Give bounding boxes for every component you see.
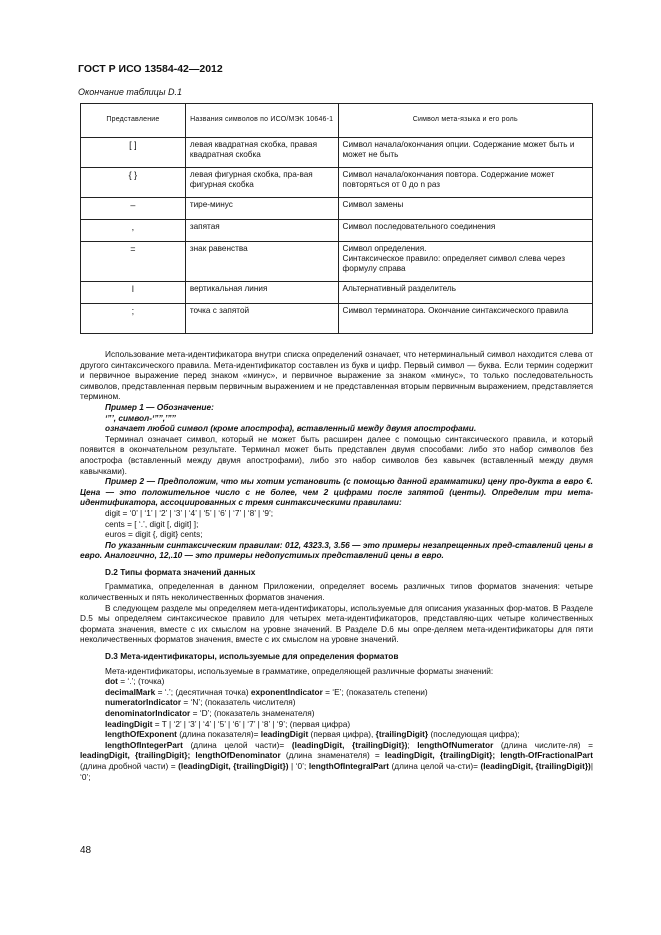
example-2-conclusion: По указанным синтаксическим правилам: 012, 4323.3, 3.56 — это примеры незапрещенных пред-ставлений цены в евро. Аналогично, 12,.10 — это примеры недопустимых представлений цены в евро. [80, 539, 593, 561]
def-dot: dot = ‘.’; (точка) [105, 676, 165, 687]
table-caption: Окончание таблицы D.1 [78, 87, 182, 97]
def-numerator-indicator: numeratorIndicator = ‘N’; (показатель числителя) [105, 697, 296, 708]
rule-cents: cents = [ ‘.’, digit [, digit] ]; [105, 518, 199, 529]
table-row: , запятая Символ последовательного соединения [81, 220, 593, 242]
col-header-representation: Представление [81, 104, 186, 138]
def-length-parts: lengthOfIntegerPart (длина целой части)= (leadingDigit, {trailingDigit}); lengthOfNumerator (длина числите-ля) = leadingDigit, {trailingDigit}; lengthOfDenominator (длина знаменателя) = leadingDigit, {trailingDigit}; length-OfFractionalPart (длина дробной части) = (leadingDigit, {trailingDigit}) | ‘0’; lengthOfIntegralPart (длина целой ча-сти)= (leadingDigit, {trailingDigit})| ‘0’; [80, 739, 593, 782]
table-row: ; точка с запятой Символ терминатора. Окончание синтаксического правила [81, 304, 593, 334]
page-number: 48 [80, 845, 92, 856]
example-1-title: Пример 1 — Обозначение: [105, 401, 214, 412]
col-header-metalanguage-role: Символ мета-языка и его роль [338, 104, 592, 138]
rule-digit: digit = ‘0’ | ‘1’ | ‘2’ | ‘3’ | ‘4’ | ‘5’ | ‘6’ | ‘7’ | ‘8’ | ‘9’; [105, 507, 274, 518]
rule-euros: euros = digit {, digit} cents; [105, 529, 203, 540]
table-row: – тире-минус Символ замены [81, 198, 593, 220]
example-2: Пример 2 — Предположим, что мы хотим установить (с помощью данной грамматики) цену про-дукта в евро €. Цена — это положительное число с не более, чем 2 цифрами после запятой (центы). Определим три мета-идентификатора, ассоциированных с тремя синтаксическими правилами: [80, 476, 593, 508]
paragraph-terminal: Терминал означает символ, который не может быть расширен далее с помощью синтаксического правила, и который появится в окончательном результате. Терминал может быть представлен двумя способами: либо это набор символов без апострофа (вставленный между двумя апострофами), либо это набор символов без кавычек (вставленный между двумя кавычками). [80, 433, 593, 476]
paragraph-meta-identifier: Использование мета-идентификатора внутри списка определений означает, что нетерминальный символ находится слева от другого синтаксического правила. Мета-идентификатор составлен из букв и цифр. Первый символ — буква. Если термин содержит и первичное выражение перед знаком «минус», и первичное выражение за знаком «минус», то только последовательность символов, представленная первым первичным выражением и не представленная вторым первичным выражением, представляется термином. [80, 349, 593, 402]
paragraph-d2-1: Грамматика, определенная в данном Приложении, определяет восемь различных типов форматов значения: четыре количественных и пять неколичественных форматов значения. [80, 581, 593, 603]
table-row: { } левая фигурная скобка, пра-вая фигурная скобка Символ начала/окончания повтора. Содержание может повторяться от 0 до n раз [81, 168, 593, 198]
paragraph-d2-2: В следующем разделе мы определяем мета-идентификаторы, используемые для описания указанных фор-матов. В Разделе D.5 мы определяем синтаксическое правило для четырех мета-идентификаторов, представляю-щих четыре количественных формата значения, вместе с их смыслом на уровне значений. В Разделе D.6 мы опре-деляем мета-идентификаторы для пяти неколичественных форматов значения, вместе с их смыслом на уровне значений. [80, 602, 593, 645]
example-1-desc: означает любой символ (кроме апострофа), вставленный между двумя апострофами. [105, 423, 477, 434]
table-row: l вертикальная линия Альтернативный разделитель [81, 282, 593, 304]
example-1-line: ‘”’, символ-‘”’’,’”’’ [105, 412, 176, 423]
col-header-symbol-names: Названия символов по ИСО/МЭК 10646-1 [185, 104, 338, 138]
body-text [80, 349, 593, 782]
def-denominator-indicator: denominatorIndicator = ‘D’; (показатель знаменателя) [105, 708, 315, 718]
def-leading-digit: leadingDigit = T | ‘2’ | ‘3’ | ‘4’ | ‘5’ | ‘6’ | ‘7’ | ‘8’ | ‘9’; (первая цифра) [105, 718, 351, 729]
symbols-table [80, 103, 593, 334]
def-length-of-exponent: lengthOfExponent (длина показателя)= leadingDigit (первая цифра), {trailingDigit} (последующая цифра); [105, 729, 520, 740]
table-row: = знак равенства Символ определения. Синтаксическое правило: определяет символ слева через формулу справа [81, 242, 593, 282]
document-header: ГОСТ Р ИСО 13584-42—2012 [78, 63, 223, 75]
def-decimal-mark: decimalMark = ‘.’; (десятичная точка) exponentIndicator = ‘E’; (показатель степени) [105, 686, 428, 697]
table-row: [ ] левая квадратная скобка, правая квадратная скобка Символ начала/окончания опции. Содержание может быть и может не быть [81, 138, 593, 168]
section-d3-title: D.3 Мета-идентификаторы, используемые для определения форматов [105, 651, 399, 662]
section-d2-title: D.2 Типы формата значений данных [105, 566, 256, 577]
paragraph-d3-intro: Мета-идентификаторы, используемые в грамматике, определяющей различные форматы значений: [105, 665, 494, 676]
